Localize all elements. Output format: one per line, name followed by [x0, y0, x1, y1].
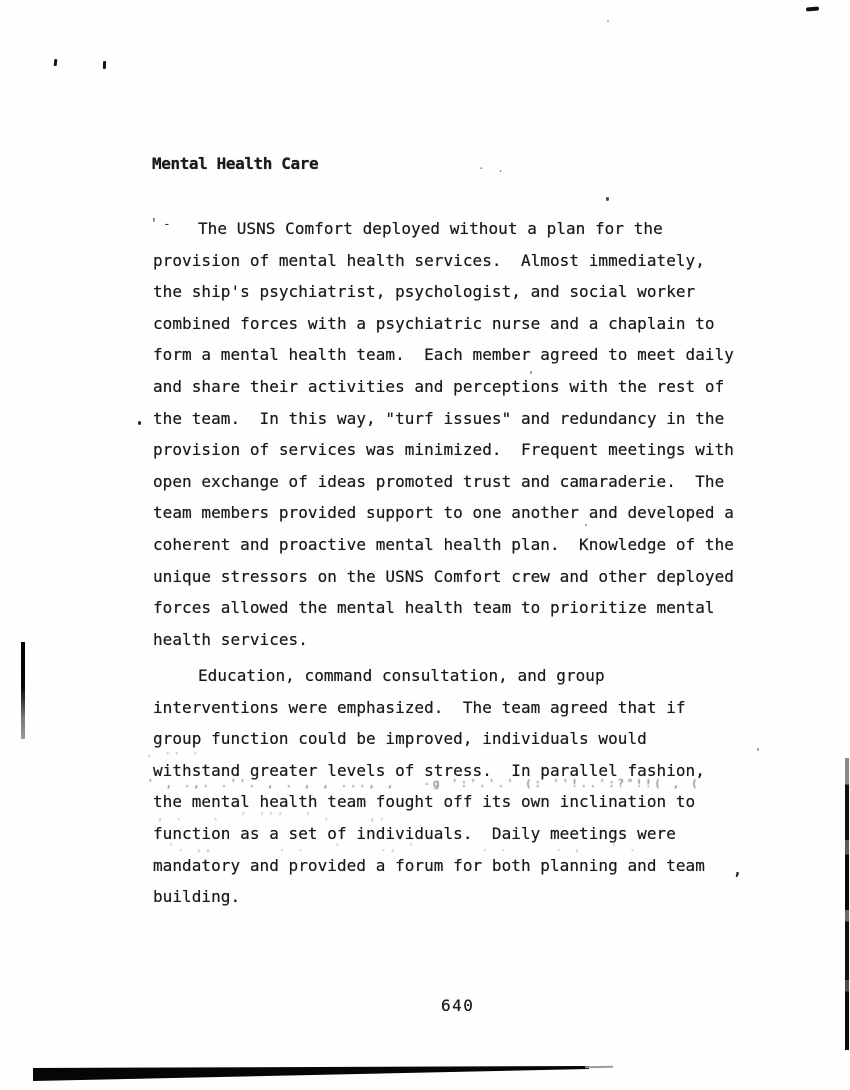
- text-line: team members provided support to one another and developed a: [153, 503, 734, 523]
- scan-bottom-bar-tail: [585, 1066, 613, 1068]
- scan-speck: [757, 748, 759, 751]
- page-number: 640: [441, 996, 475, 1015]
- text-line: provision of mental health services. Almost immediately,: [153, 250, 705, 270]
- text-line: interventions were emphasized. The team agreed that if: [153, 697, 686, 717]
- text-line: function as a set of individuals. Daily meetings were: [153, 823, 676, 843]
- text-line: The USNS Comfort deployed without a plan for the: [198, 219, 663, 238]
- scan-left-margin-line: [21, 642, 25, 739]
- text-line: forces allowed the mental health team to prioritize mental: [153, 598, 715, 618]
- text-line: health services.: [153, 629, 308, 649]
- paragraph-1: [153, 213, 734, 655]
- text-line: group function could be improved, individuals would: [153, 729, 647, 749]
- text-line: unique stressors on the USNS Comfort crew and other deployed: [153, 566, 734, 586]
- text-line: withstand greater levels of stress. In parallel fashion,: [153, 760, 705, 780]
- page-title: Mental Health Care: [152, 154, 319, 173]
- scan-speck-text: · .: [478, 162, 507, 175]
- scan-speck: [606, 197, 609, 201]
- scan-speck-tick: [54, 59, 57, 66]
- text-line: building.: [153, 887, 241, 907]
- text-line: the team. In this way, "turf issues" and redundancy in the: [153, 408, 725, 428]
- text-line: the mental health team fought off its own inclination to: [153, 792, 696, 812]
- scan-speck: [138, 421, 141, 425]
- scan-bottom-bar: [33, 1065, 589, 1082]
- scan-indent-mark: '-: [150, 217, 176, 232]
- text-line: Education, command consultation, and group: [198, 666, 605, 685]
- scan-ghost-text: ' , .,. .''. , . , , ..., , -g ':'.'.' (: ''!..':?"!!( , (: [147, 779, 701, 790]
- text-line: open exchange of ideas promoted trust and camaraderie. The: [153, 471, 725, 491]
- text-line: the ship's psychiatrist, psychologist, and social worker: [153, 282, 696, 302]
- text-line: form a mental health team. Each member agreed to meet daily: [153, 345, 734, 365]
- scan-right-margin-line: [845, 758, 849, 1050]
- scan-speck: [585, 524, 587, 526]
- scan-speck: [607, 20, 609, 22]
- scan-ghost-text: , . . ' ''' ' . ,.: [157, 812, 388, 822]
- text-line: mandatory and provided a forum for both planning and team: [153, 855, 705, 875]
- text-line: combined forces with a psychiatric nurse and a chaplain to: [153, 313, 715, 333]
- scan-ghost-text: . ·· ·: [146, 749, 202, 759]
- scan-ghost-text: '. ,, . . ' ., ' . . . , ' .: [168, 843, 639, 853]
- text-line: provision of services was minimized. Frequent meetings with: [153, 440, 734, 460]
- text-line: coherent and proactive mental health plan. Knowledge of the: [153, 534, 734, 554]
- scan-dash-mark: [806, 6, 819, 11]
- scan-speck-text: ,: [733, 861, 743, 879]
- scan-speck: [530, 371, 532, 374]
- scan-speck-tick: [103, 61, 106, 69]
- text-line: and share their activities and perceptions with the rest of: [153, 376, 725, 396]
